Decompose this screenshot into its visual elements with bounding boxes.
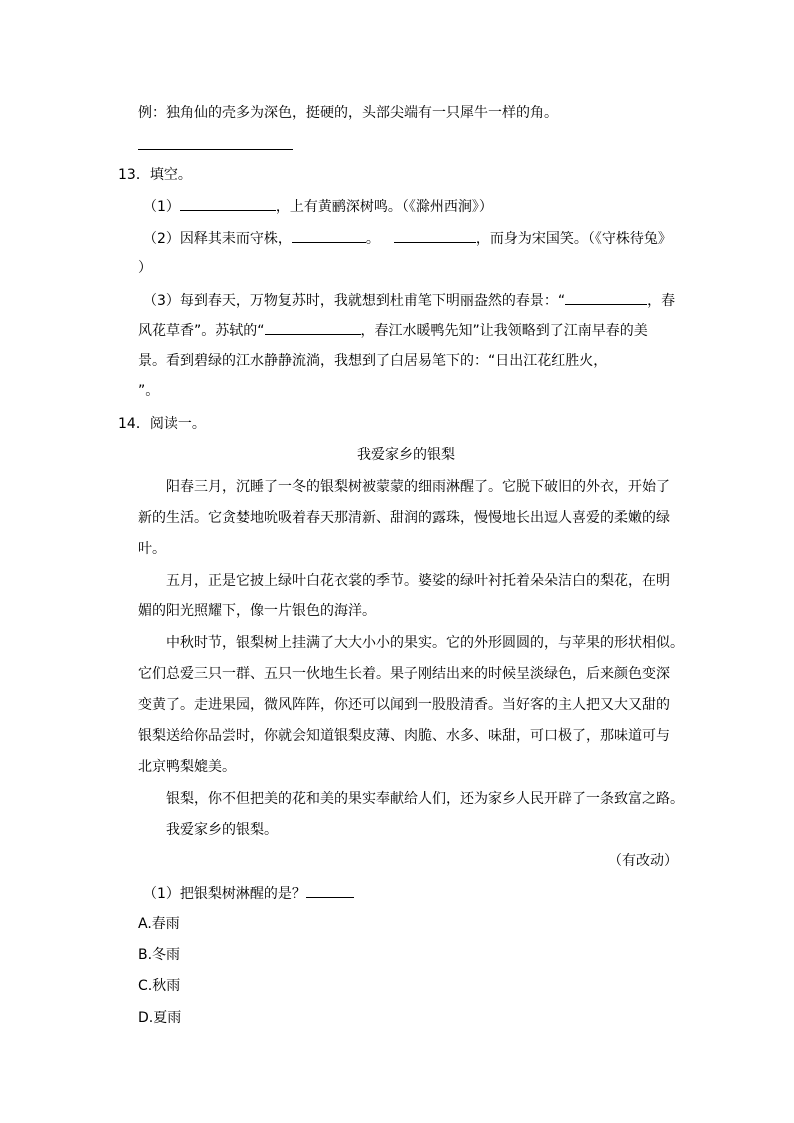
sub-text: 风花草香”。苏轼的“ — [138, 323, 265, 339]
option-d[interactable]: D.夏雨 — [138, 1010, 182, 1026]
sub-text: ，春江水暖鸭先知”让我领略到了江南早春的美 — [360, 323, 648, 339]
option-c[interactable]: C.秋雨 — [138, 978, 181, 994]
sub-text: ，春 — [647, 293, 676, 309]
question-13-heading — [118, 165, 192, 185]
q13-sub3-line1 — [143, 290, 675, 311]
paragraph-line: 新的生活。它贪婪地吮吸着春天那清新、甜润的露珠，慢慢地长出逗人喜爱的柔嫩的绿 — [138, 510, 670, 526]
q13-sub3-line4: ”。 — [138, 383, 160, 399]
option-b[interactable]: B.冬雨 — [138, 947, 181, 963]
question-title: 阅读一。 — [149, 416, 206, 432]
fill-blank[interactable] — [306, 883, 354, 898]
option-a[interactable]: A.春雨 — [138, 916, 180, 932]
sub-label: （1） — [143, 199, 180, 215]
sub-question-text: （1）把银梨树淋醒的是？ — [143, 886, 306, 902]
paragraph-line: 我爱家乡的银梨。 — [166, 822, 278, 838]
question-number: 14． — [118, 416, 150, 432]
q13-sub3-line2 — [138, 320, 648, 341]
sub-text: 。 — [365, 231, 380, 247]
paragraph-line: 五月，正是它披上绿叶白花衣裳的季节。婆娑的绿叶衬托着朵朵洁白的梨花，在明 — [166, 573, 670, 589]
fill-blank[interactable] — [180, 196, 276, 211]
sub-text: （3）每到春天，万物复苏时，我就想到杜甫笔下明丽盎然的春景：“ — [143, 293, 566, 309]
q13-sub2-end: ） — [138, 260, 152, 276]
fill-blank[interactable] — [265, 320, 361, 335]
sub-text: ，上有黄鹂深树鸣。（《滁州西涧》） — [275, 199, 493, 215]
q13-sub2 — [143, 228, 672, 249]
example-sentence: 例：独角仙的壳多为深色，挺硬的，头部尖端有一只犀牛一样的角。 — [138, 105, 558, 121]
sub-text: （2）因释其耒而守株， — [143, 231, 292, 247]
paragraph-line: 媚的阳光照耀下，像一片银色的海洋。 — [138, 603, 376, 619]
paragraph-line: 叶。 — [138, 541, 166, 557]
q13-sub1 — [143, 196, 493, 217]
q14-sub1-question — [143, 883, 354, 904]
sub-text: ，而身为宋国笑。（《守株待兔》 — [475, 231, 672, 247]
paragraph-line: 中秋时节，银梨树上挂满了大大小小的果实。它的外形圆圆的，与苹果的形状相似。 — [166, 635, 684, 651]
fill-blank[interactable] — [394, 228, 476, 243]
answer-line[interactable] — [138, 149, 293, 150]
paragraph-line: 变黄了。走进果园，微风阵阵，你还可以闻到一股股清香。当好客的主人把又大又甜的 — [138, 697, 670, 713]
passage-title: 我爱家乡的银梨 — [357, 447, 455, 463]
fill-blank[interactable] — [292, 228, 366, 243]
paragraph-line: 银梨送给你品尝时，你就会知道银梨皮薄、肉脆、水多、味甜，可口极了，那味道可与 — [138, 728, 670, 744]
q13-sub3-line3: 景。看到碧绿的江水静静流淌，我想到了白居易笔下的：“日出江花红胜火， — [138, 353, 608, 369]
question-14-heading — [118, 414, 206, 434]
question-title: 填空。 — [149, 167, 192, 183]
paragraph-line: 它们总爱三只一群、五只一伙地生长着。果子刚结出来的时候呈淡绿色，后来颜色变深 — [138, 666, 670, 682]
source-note: （有改动） — [608, 853, 678, 869]
question-number: 13． — [118, 167, 150, 183]
paragraph-line: 北京鸭梨媲美。 — [138, 759, 236, 775]
fill-blank[interactable] — [565, 290, 647, 305]
paragraph-line: 银梨，你不但把美的花和美的果实奉献给人们，还为家乡人民开辟了一条致富之路。 — [166, 791, 684, 807]
paragraph-line: 阳春三月，沉睡了一冬的银梨树被蒙蒙的细雨淋醒了。它脱下破旧的外衣，开始了 — [166, 479, 670, 495]
